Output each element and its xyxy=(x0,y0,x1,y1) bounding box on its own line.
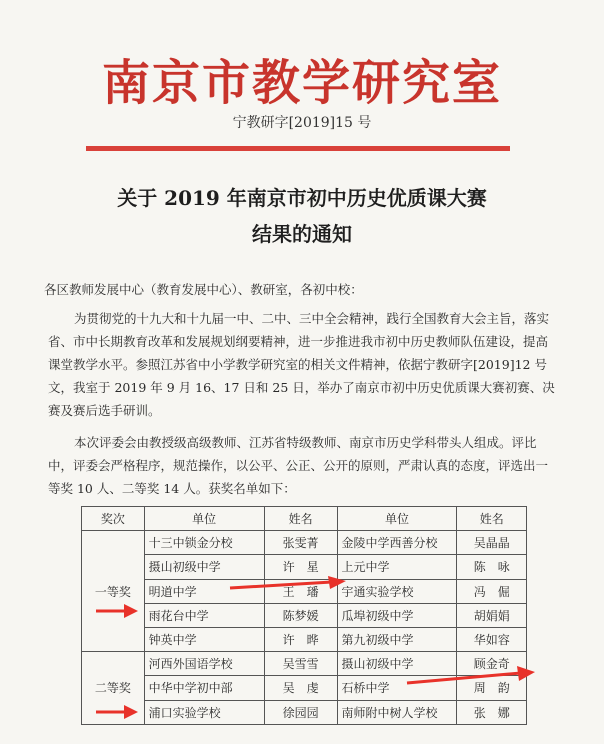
table-cell: 陈梦媛 xyxy=(264,603,337,627)
table-cell: 冯 倔 xyxy=(457,579,527,603)
table-cell: 徐园园 xyxy=(264,700,337,724)
award-table xyxy=(81,506,527,725)
table-cell: 瓜埠初级中学 xyxy=(337,603,457,627)
table-cell: 周 韵 xyxy=(457,676,527,700)
table-cell: 第九初级中学 xyxy=(337,627,457,651)
header-unit: 单位 xyxy=(144,507,264,531)
header-level: 奖次 xyxy=(82,507,145,531)
table-row xyxy=(82,700,527,724)
table-cell: 吴雪雪 xyxy=(264,652,337,676)
table-cell: 浦口实验学校 xyxy=(144,700,264,724)
annotation-arrow-icon xyxy=(94,602,140,620)
table-cell: 张雯菁 xyxy=(264,531,337,555)
table-cell: 金陵中学西善分校 xyxy=(337,531,457,555)
table-cell: 摄山初级中学 xyxy=(144,555,264,579)
table-cell: 明道中学 xyxy=(144,579,264,603)
doc-number: 宁教研字[2019]15 号 xyxy=(232,115,372,131)
annotation-arrow-icon xyxy=(94,703,140,721)
table-cell: 宇通实验学校 xyxy=(337,579,457,603)
table-cell: 陈 咏 xyxy=(457,555,527,579)
first-prize-label: 一等奖 xyxy=(82,531,145,652)
table-row xyxy=(82,627,527,651)
header-name: 姓名 xyxy=(264,507,337,531)
second-prize-label: 二等奖 xyxy=(82,652,145,725)
table-cell: 南师附中树人学校 xyxy=(337,700,457,724)
table-row xyxy=(82,603,527,627)
table-cell: 华如容 xyxy=(457,627,527,651)
notice-title-line1: 关于 2019 年南京市初中历史优质课大赛 xyxy=(117,186,487,210)
salutation: 各区教师发展中心（教育发展中心）、教研室，各初中校： xyxy=(44,282,363,297)
paragraph-2: 本次评委会由教授级高级教师、江苏省特级教师、南京市历史学科带头人组成。评比中，评委会严格程序，规范操作，以公平、公正、公开的原则，严肃认真的态度，评选出一等奖 10 人、二等奖 14 人。获奖名单如下： xyxy=(48,435,549,496)
table-row xyxy=(82,531,527,555)
table-cell: 王 璠 xyxy=(264,579,337,603)
header-unit: 单位 xyxy=(337,507,457,531)
table-cell: 中华中学初中部 xyxy=(144,676,264,700)
table-cell: 河西外国语学校 xyxy=(144,652,264,676)
table-cell: 吴晶晶 xyxy=(457,531,527,555)
table-cell: 雨花台中学 xyxy=(144,603,264,627)
table-cell: 摄山初级中学 xyxy=(337,652,457,676)
table-cell: 石桥中学 xyxy=(337,676,457,700)
table-cell: 许 晔 xyxy=(264,627,337,651)
table-cell: 张 娜 xyxy=(457,700,527,724)
table-cell: 许 星 xyxy=(264,555,337,579)
table-cell: 胡娟娟 xyxy=(457,603,527,627)
table-cell: 顾金奇 xyxy=(457,652,527,676)
table-cell: 十三中锁金分校 xyxy=(144,531,264,555)
table-cell: 吴 虔 xyxy=(264,676,337,700)
notice-title-line2: 结果的通知 xyxy=(252,222,352,246)
table-header-row xyxy=(82,507,527,531)
annotation-arrow-icon xyxy=(228,574,348,596)
table-cell: 上元中学 xyxy=(337,555,457,579)
paragraph-1: 为贯彻党的十九大和十九届一中、二中、三中全会精神，践行全国教育大会主旨，落实省、市中长期教育改革和发展规划纲要精神，进一步推进我市初中历史教师队伍建设，提高课堂教学水平。参照江苏省中小学教学研究室的相关文件精神，依据宁教研字[2019]12 号文，我室于 2019 年 9 月 16、17 日和 25 日，举办了南京市初中历史优质课大赛初赛、决赛及赛后选手研训。 xyxy=(48,311,555,418)
annotation-arrow-icon xyxy=(405,665,537,689)
header-name: 姓名 xyxy=(457,507,527,531)
org-name: 南京市教学研究室 xyxy=(101,55,502,111)
table-cell: 钟英中学 xyxy=(144,627,264,651)
red-divider xyxy=(86,146,510,151)
